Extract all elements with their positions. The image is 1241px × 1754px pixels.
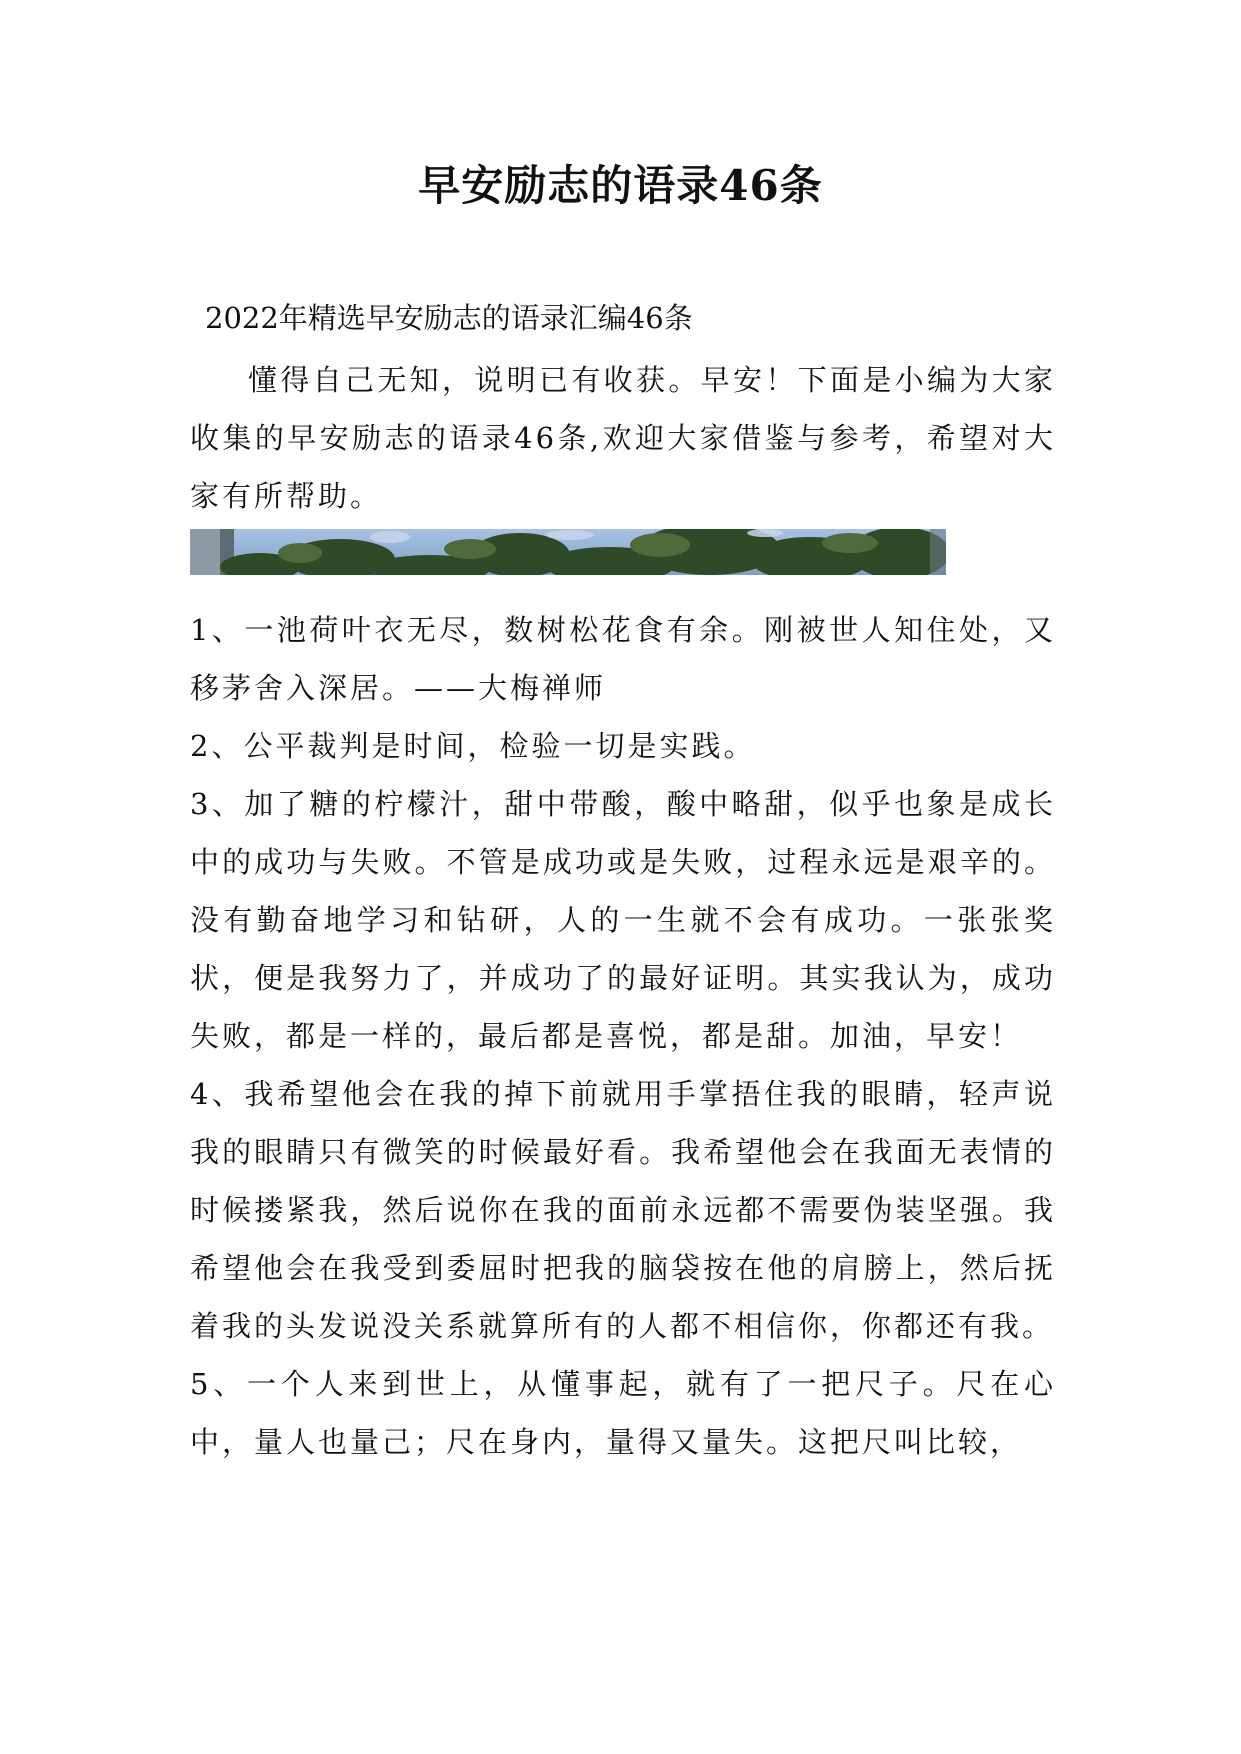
document-subtitle: 2022年精选早安励志的语录汇编46条 <box>205 301 693 335</box>
document-body <box>190 351 1056 1471</box>
intro-paragraph: 懂得自己无知，说明已有收获。早安！下面是小编为大家收集的早安励志的语录46条,欢迎大家借鉴与参考，希望对大家有所帮助。 <box>190 363 1056 513</box>
list-item: 1、一池荷叶衣无尽，数树松花食有余。刚被世人知住处，又移茅舍入深居。——大梅禅师 <box>190 613 1056 705</box>
list-item: 4、我希望他会在我的掉下前就用手掌捂住我的眼睛，轻声说我的眼睛只有微笑的时候最好看。我希望他会在我面无表情的时候搂紧我，然后说你在我的面前永远都不需要伪装坚强。我希望他会在我受到委屈时把我的脑袋按在他的肩膀上，然后抚着我的头发说没关系就算所有的人都不相信你，你都还有我。 <box>190 1077 1056 1343</box>
list-item: 3、加了糖的柠檬汁，甜中带酸，酸中略甜，似乎也象是成长中的成功与失败。不管是成功或是失败，过程永远是艰辛的。没有勤奋地学习和钻研，人的一生就不会有成功。一张张奖状，便是我努力了，并成功了的最好证明。其实我认为，成功失败，都是一样的，最后都是喜悦，都是甜。加油，早安！ <box>190 787 1056 1053</box>
list-item: 2、公平裁判是时间，检验一切是实践。 <box>190 729 756 763</box>
banner-image <box>190 529 946 575</box>
document-title: 早安励志的语录46条 <box>418 161 823 210</box>
list-item: 5、一个人来到世上，从懂事起，就有了一把尺子。尺在心中，量人也量己；尺在身内，量得又量失。这把尺叫比较， <box>190 1367 1056 1459</box>
